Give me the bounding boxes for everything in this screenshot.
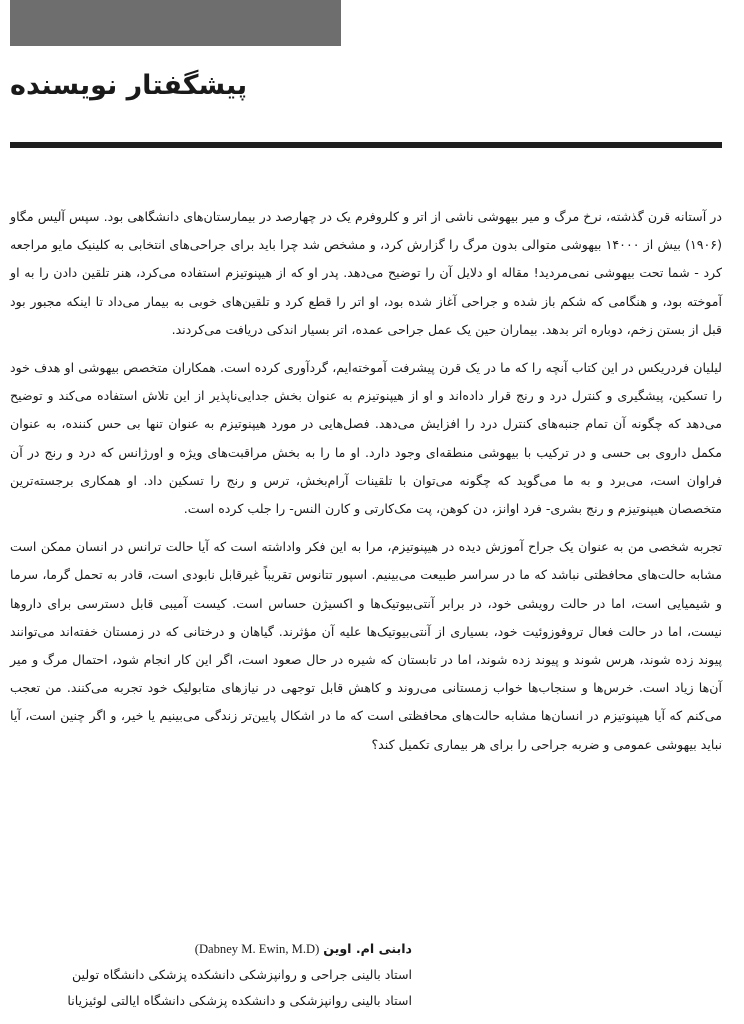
header-bar (10, 0, 341, 46)
page-title: پیشگفتار نویسنده (10, 70, 248, 101)
author-affiliation-2: استاد بالینی روانپزشکی و دانشکده پزشکی دانشگاه ایالتی لوئیزیانا (67, 993, 412, 1008)
paragraph-3: تجربه شخصی من به عنوان یک جراح آموزش دیده در هیپنوتیزم، مرا به این فکر واداشته است که آیا حالت ترانس در انسان ممکن است مشابه حالت‌های محافظتی نباشد که ما در سراسر طبیعت می‌بینیم. اسپور تتانوس تقریباً غیرقابل نابودی است، قادر به تحمل گرما، سرما و شیمیایی است، اما در حالت رویشی خود، در برابر آنتی‌بیوتیک‌ها و اکسیژن حساس است. کیست آمیبی قابل دسترسی برای داروها نیست، اما در حالت فعال تروفوزوئیت خود، بسیاری از آنتی‌بیوتیک‌ها علیه آن مؤثرند. گیاهان و درختانی که در زمستان خفته‌اند می‌توانند پیوند زده شوند، هرس شوند و پیوند زده شوند، اما در تابستان که شیره در حال صعود است، اگر این کار انجام شود، احتمال مرگ و میر آن‌ها زیاد است. خرس‌ها و سنجاب‌ها خواب زمستانی می‌روند و کاهش قابل توجهی در نیازهای متابولیک خود تجربه می‌کنند. من تعجب می‌کنم که آیا هیپنوتیزم در انسان‌ها مشابه حالت‌های محافظتی است که ما در اشکال پایین‌تر زندگی می‌بینیم یا خیر، و اگر چنین است، آیا نباید بیهوشی عمومی و ضربه جراحی را برای هر بیماری تکمیل کند؟ (10, 539, 722, 752)
title-rule (10, 142, 722, 148)
paragraph-1: در آستانه قرن گذشته، نرخ مرگ و میر بیهوشی ناشی از اتر و کلروفرم یک در چهارصد در بیمارستان‌های دانشگاهی بود. سپس آلیس مگاو (۱۹۰۶) بیش از ۱۴۰۰۰ بیهوشی متوالی بدون مرگ را گزارش کرد، و مشخص شد چرا باید برای جراحی‌های انتخابی به کلینیک مایو مراجعه کرد - شما تحت بیهوشی نمی‌مردید! مقاله او دلایل آن را توضیح می‌دهد. پدر او که از هیپنوتیزم استفاده می‌کرد، هنر تلقین دادن را به او آموخته بود، و هنگامی که شکم باز شده و جراحی آغاز شده بود، او اتر را قطع کرد و تلقین‌های خوبی به بیمار می‌داد تا اینکه مجبور بود قبل از بستن زخم، دوباره اتر بدهد. بیماران حین یک عمل جراحی عمده، اتر بسیار اندکی دریافت می‌کردند. (10, 209, 722, 337)
author-affiliation-1: استاد بالینی جراحی و روانپزشکی دانشکده پزشکی دانشگاه تولین (71, 967, 412, 982)
author-name: دابنی ام. اوین (323, 941, 412, 956)
signature-name-line (10, 936, 412, 962)
body-text (10, 203, 722, 769)
paragraph-2: لیلیان فردریکس در این کتاب آنچه را که ما در یک قرن پیشرفت آموخته‌ایم، گردآوری کرده است. همکاران متخصص بیهوشی او هدف خود را تسکین، پیشگیری و کنترل درد و رنج قرار داده‌اند و او از هیپنوتیزم به عنوان بخش جدایی‌ناپذیر از این تلاش استفاده می‌کند و توضیح می‌دهد که چگونه آن تمام جنبه‌های کنترل درد را افزایش می‌دهد. فصل‌هایی در مورد هیپنوتیزم به عنوان تنها بی حس کننده، به عنوان مکمل داروی بی حسی و در ترکیب با بیهوشی منطقه‌ای وجود دارد. او ما را به بخش مراقبت‌های ویژه و اورژانس که درد و رنج در آن فراوان است، می‌برد و به ما می‌گوید که چگونه می‌توان با تلقینات آرام‌بخش، ترس و رنج را تسکین داد. او همکاری برجسته‌ترین متخصصان هیپنوتیزم و رنج بشری- فرد اوانز، دن کوهن، پت مک‌کارتی و کارن النس- را جلب کرده است. (10, 360, 722, 517)
author-name-latin: (Dabney M. Ewin, M.D) (194, 942, 320, 956)
signature-block (10, 936, 412, 1014)
